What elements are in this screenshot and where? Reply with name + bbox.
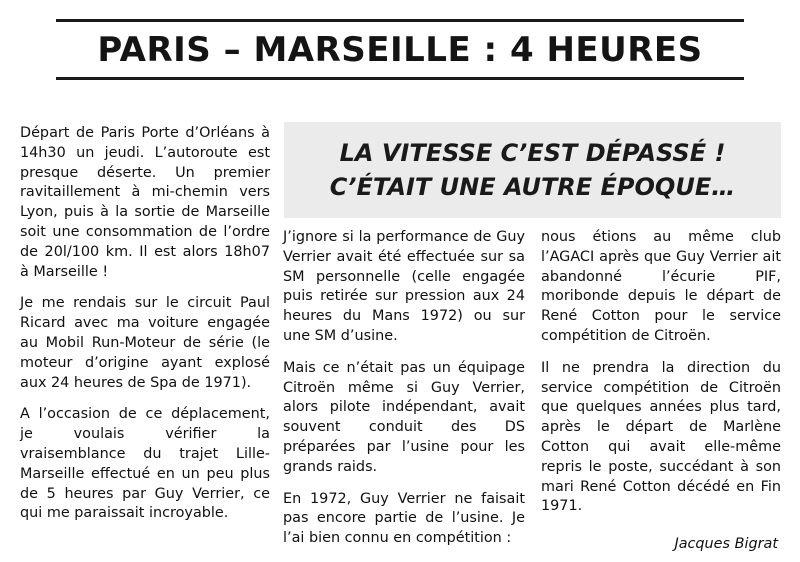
- paragraph: J’ignore si la performance de Guy Verrier avait été effectuée sur sa SM personnelle (celle engagée puis retirée sur pression aux 24 heures du Mans 1972) ou sur une SM d’usine.: [283, 229, 525, 344]
- paragraph: A l’occasion de ce déplacement, je voulais vérifier la vraisemblance du trajet Lille-Marseille effectué en un peu plus de 5 heures par Guy Verrier, ce qui me paraissait incroyable.: [20, 406, 270, 522]
- right-column: [541, 228, 781, 529]
- paragraph: En 1972, Guy Verrier ne faisait pas encore partie de l’usine. Je l’ai bien connu en compétition :: [283, 490, 525, 547]
- article-title: PARIS – MARSEILLE : 4 HEURES: [97, 29, 703, 70]
- author-signature: Jacques Bigrat: [674, 536, 778, 552]
- left-column: [20, 124, 270, 536]
- callout-line-1: LA VITESSE C’EST DÉPASSÉ !: [339, 139, 726, 167]
- callout-line-2: C’ÉTAIT UNE AUTRE ÉPOQUE…: [329, 173, 736, 201]
- paragraph: nous étions au même club l’AGACI après que Guy Verrier ait abandonné l’écurie PIF, moribonde depuis le départ de René Cotton pour le service compétition de Citroën.: [541, 229, 781, 344]
- paragraph: Il ne prendra la direction du service compétition de Citroën que quelques années plus tard, après le départ de Marlène Cotton qui avait elle-même repris le poste, succédant à son mari René Cotton décédé en Fin 1971.: [541, 359, 781, 515]
- paragraph: Je me rendais sur le circuit Paul Ricard avec ma voiture engagée au Mobil Run-Moteur de série (le moteur d’origine ayant explosé aux 24 heures de Spa de 1971).: [20, 295, 270, 391]
- callout-box: [284, 122, 781, 218]
- paragraph: Mais ce n’était pas un équipage Citroën même si Guy Verrier, alors pilote indépendant, avait souvent conduit des DS préparées par l’usine pour les grands raids.: [283, 359, 525, 475]
- paragraph: Départ de Paris Porte d’Orléans à 14h30 un jeudi. L’autoroute est presque déserte. Un premier ravitaillement à mi-chemin vers Lyon, puis à la sortie de Marseille soit une consommation de l’ordre de 20l/100 km. Il est alors 18h07 à Marseille !: [20, 125, 270, 280]
- title-bar: [56, 19, 744, 80]
- middle-column: [283, 228, 525, 561]
